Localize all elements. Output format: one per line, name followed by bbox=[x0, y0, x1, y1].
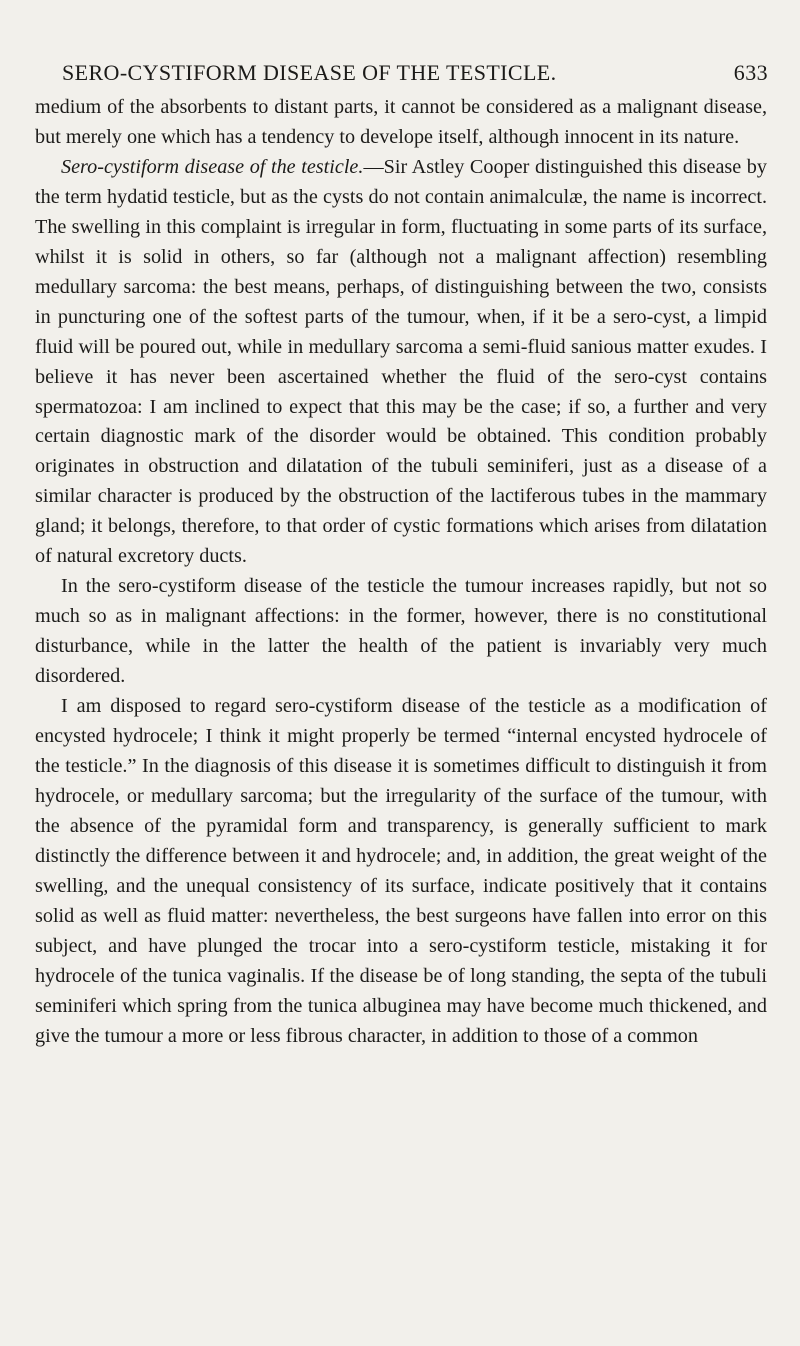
running-head-title: SERO-CYSTIFORM DISEASE OF THE TESTICLE. bbox=[62, 60, 557, 85]
paragraph-4 bbox=[35, 692, 767, 1051]
paragraph-3 bbox=[35, 572, 767, 692]
section-heading: Sero-cystiform disease of the testicle. bbox=[61, 155, 364, 178]
paragraph-2-text: —Sir Astley Cooper distinguished this disease by the term hydatid testicle, but as the cysts do not contain animalculæ, the name is incorrect. The swelling in this complaint is irregular in form, fluctuating in some parts of its surface, whilst it is solid in others, so far (although not a malignant affection) resembling medullary sarcoma: the best means, perhaps, of distinguishing between the two, consists in puncturing one of the softest parts of the tumour, when, if it be a sero-cyst, a limpid fluid will be poured out, while in medullary sarcoma a semi-fluid sanious matter exudes. I believe it has never been ascertained whether the fluid of the sero-cyst contains spermatozoa: I am inclined to expect that this may be the case; if so, a further and very certain diagnostic mark of the disorder would be obtained. This condition probably originates in obstruction and dilatation of the tubuli seminiferi, just as a disease of a similar character is produced by the obstruction of the lactiferous tubes in the mammary gland; it belongs, therefore, to that order of cystic formations which arises from dilatation of natural excretory ducts. bbox=[35, 155, 767, 568]
paragraph-2 bbox=[35, 153, 767, 572]
paragraph-1 bbox=[35, 93, 767, 153]
paragraph-4-text: I am disposed to regard sero-cystiform disease of the testicle as a modification of encysted hydrocele; I think it might properly be termed “internal encysted hydrocele of the testicle.” In the diagnosis of this disease it is sometimes difficult to distinguish it from hydrocele, or medullary sarcoma; but the irregularity of the surface of the tumour, with the absence of the pyramidal form and transparency, is generally sufficient to mark distinctly the difference between it and hydrocele; and, in addition, the great weight of the swelling, and the unequal consistency of its surface, indicate positively that it contains solid as well as fluid matter: nevertheless, the best surgeons have fallen into error on this subject, and have plunged the trocar into a sero-cystiform testicle, mistaking it for hydrocele of the tunica vaginalis. If the disease be of long standing, the septa of the tubuli seminiferi which spring from the tunica albuginea may have become much thickened, and give the tumour a more or less fibrous character, in addition to those of a common bbox=[35, 695, 767, 1047]
body-text bbox=[35, 93, 767, 1052]
paragraph-3-text: In the sero-cystiform disease of the testicle the tumour increases rapidly, but not so much so as in malignant affections: in the former, however, there is no constitutional disturbance, while in the latter the health of the patient is invariably very much disordered. bbox=[35, 575, 767, 688]
paragraph-1-text: medium of the absorbents to distant parts, it cannot be considered as a malignant disease, but merely one which has a tendency to develope itself, although innocent in its nature. bbox=[35, 96, 767, 148]
page-number: 633 bbox=[733, 60, 768, 85]
running-head bbox=[62, 60, 768, 90]
